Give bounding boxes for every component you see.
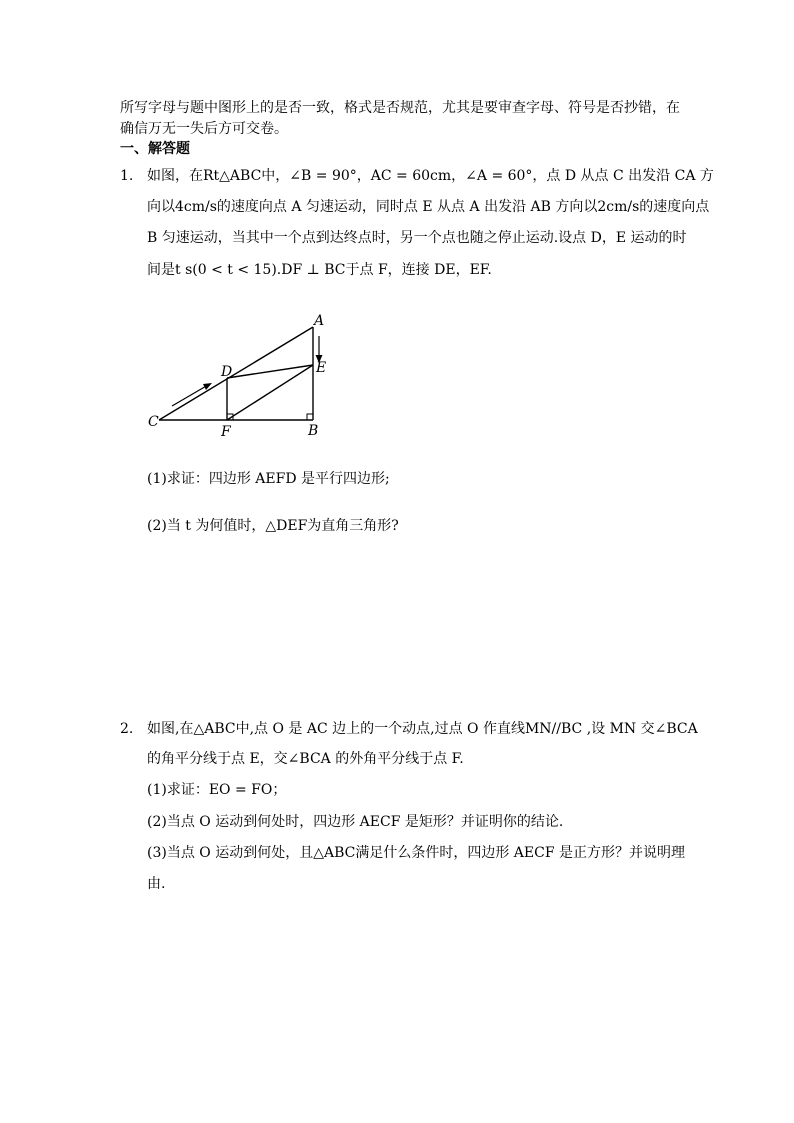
intro-line-1: 所写字母与题中图形上的是否一致，格式是否规范，尤其是要审查字母、符号是否抄错，在 bbox=[120, 100, 680, 116]
q2-part-3-line-1: (3)当点 O 运动到何处，且△ABC满足什么条件时，四边形 AECF 是正方形？并说明理 bbox=[147, 845, 686, 861]
q1-line-4: 间是t s(0 < t < 15).DF ⊥ BC于点 F，连接 DE，EF. bbox=[147, 262, 492, 278]
arrow-ca-shaft bbox=[172, 385, 208, 406]
segment-ef bbox=[227, 365, 313, 420]
q2-line-2: 的角平分线于点 E，交∠BCA 的外角平分线于点 F. bbox=[147, 751, 464, 767]
right-angle-b bbox=[307, 414, 313, 420]
q1-figure bbox=[140, 305, 360, 440]
q1-part-1: (1)求证：四边形 AEFD 是平行四边形; bbox=[147, 471, 390, 487]
q1-line-3: B 匀速运动，当其中一个点到达终点时，另一个点也随之停止运动.设点 D，E 运动的时 bbox=[147, 230, 687, 246]
q2-part-1: (1)求证：EO = FO； bbox=[147, 782, 287, 798]
q1-part-2: (2)当 t 为何值时，△DEF为直角三角形? bbox=[147, 518, 399, 534]
label-b: B bbox=[308, 423, 319, 439]
q2-line-1: 如图,在△ABC中,点 O 是 AC 边上的一个动点,过点 O 作直线MN//BC ,设 MN 交∠BCA bbox=[147, 721, 698, 737]
label-e: E bbox=[316, 360, 327, 376]
q1-line-2: 向以4cm/s的速度向点 A 匀速运动，同时点 E 从点 A 出发沿 AB 方向以2cm/s的速度向点 bbox=[147, 199, 710, 215]
section-title: 一、解答题 bbox=[120, 141, 190, 157]
label-c: C bbox=[148, 414, 159, 430]
q2-number: 2. bbox=[120, 721, 134, 737]
q2-part-2: (2)当点 O 运动到何处时，四边形 AECF 是矩形？并证明你的结论. bbox=[147, 814, 564, 830]
q1-line-1: 如图，在Rt△ABC中，∠B = 90°，AC = 60cm，∠A = 60°，点 D 从点 C 出发沿 CA 方 bbox=[147, 168, 714, 184]
q1-number: 1. bbox=[120, 168, 134, 184]
label-f: F bbox=[221, 424, 231, 440]
segment-ca bbox=[159, 327, 313, 420]
label-a: A bbox=[314, 313, 325, 329]
intro-line-2: 确信万无一失后方可交卷。 bbox=[120, 121, 288, 137]
q2-part-3-line-2: 由. bbox=[147, 876, 166, 892]
label-d: D bbox=[221, 364, 233, 380]
